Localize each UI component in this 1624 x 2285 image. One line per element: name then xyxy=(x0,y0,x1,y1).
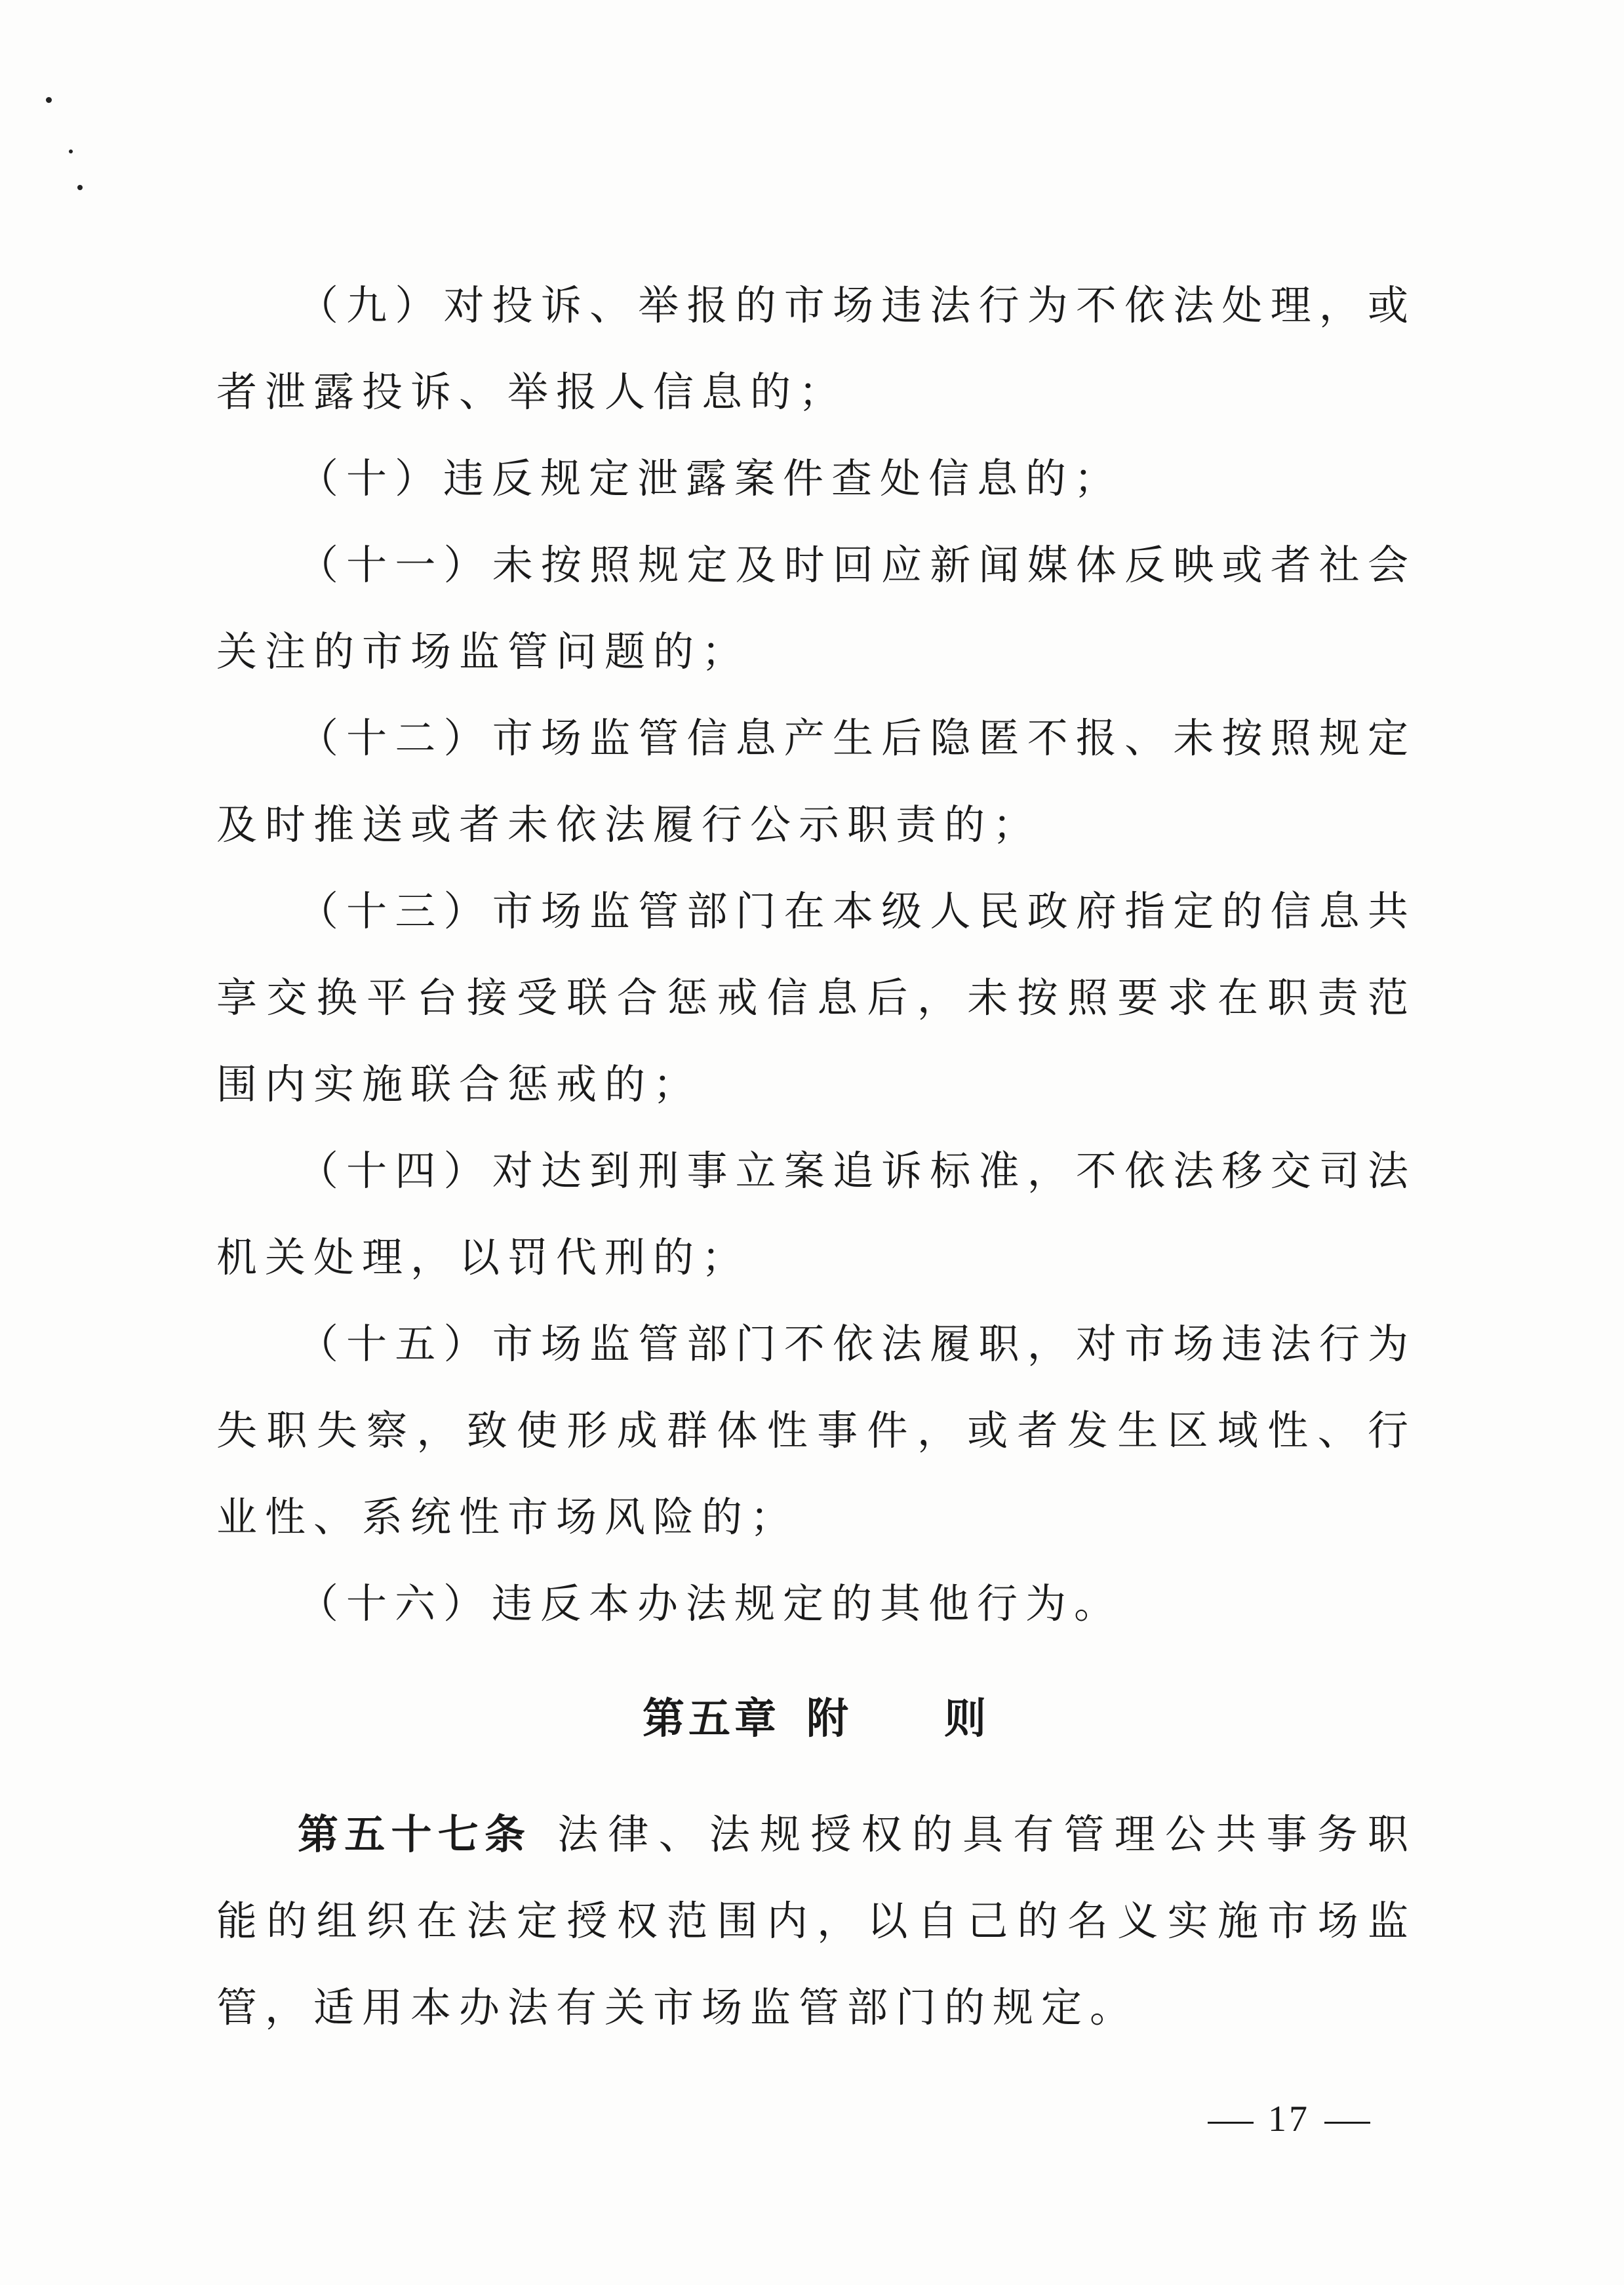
scan-speck xyxy=(69,149,73,153)
list-item-15: （十五）市场监管部门不依法履职，对市场违法行为失职失察，致使形成群体性事件，或者发生区域性、行业性、系统性市场风险的； xyxy=(216,1320,1416,1541)
scan-speck xyxy=(77,185,83,190)
list-item-12: （十二）市场监管信息产生后隐匿不报、未按照规定及时推送或者未依法履行公示职责的； xyxy=(216,714,1416,848)
chapter-number: 第五章 xyxy=(643,1695,780,1743)
scan-speck xyxy=(46,97,52,103)
chapter-heading xyxy=(216,1676,1416,1762)
page-number xyxy=(1193,2098,1385,2140)
chapter-title-part1: 附 xyxy=(806,1695,852,1743)
list-item-14: （十四）对达到刑事立案追诉标准，不依法移交司法机关处理，以罚代刑的； xyxy=(216,1147,1416,1281)
document-body xyxy=(216,262,1416,2051)
page-number-value: 17 xyxy=(1268,2099,1310,2139)
article-57 xyxy=(216,1791,1416,2051)
page-number-dash-left xyxy=(1208,2122,1254,2124)
list-item-10: （十）违反规定泄露案件查处信息的； xyxy=(298,454,1123,502)
article-title: 第五十七条 xyxy=(298,1810,532,1858)
list-item-11: （十一）未按照规定及时回应新闻媒体反映或者社会关注的市场监管问题的； xyxy=(216,541,1416,675)
article-body: 法律、法规授权的具有管理公共事务职能的组织在法定授权范围内，以自己的名义实施市场监管，适用本办法有关市场监管部门的规定。 xyxy=(216,1810,1416,2031)
chapter-title-part2: 则 xyxy=(944,1695,990,1743)
list-item-13: （十三）市场监管部门在本级人民政府指定的信息共享交换平台接受联合惩戒信息后，未按照要求在职责范围内实施联合惩戒的； xyxy=(216,887,1416,1108)
page-number-dash-right xyxy=(1324,2122,1370,2124)
list-item-9: （九）对投诉、举报的市场违法行为不依法处理，或者泄露投诉、举报人信息的； xyxy=(216,281,1416,416)
list-item-16: （十六）违反本办法规定的其他行为。 xyxy=(298,1580,1123,1627)
